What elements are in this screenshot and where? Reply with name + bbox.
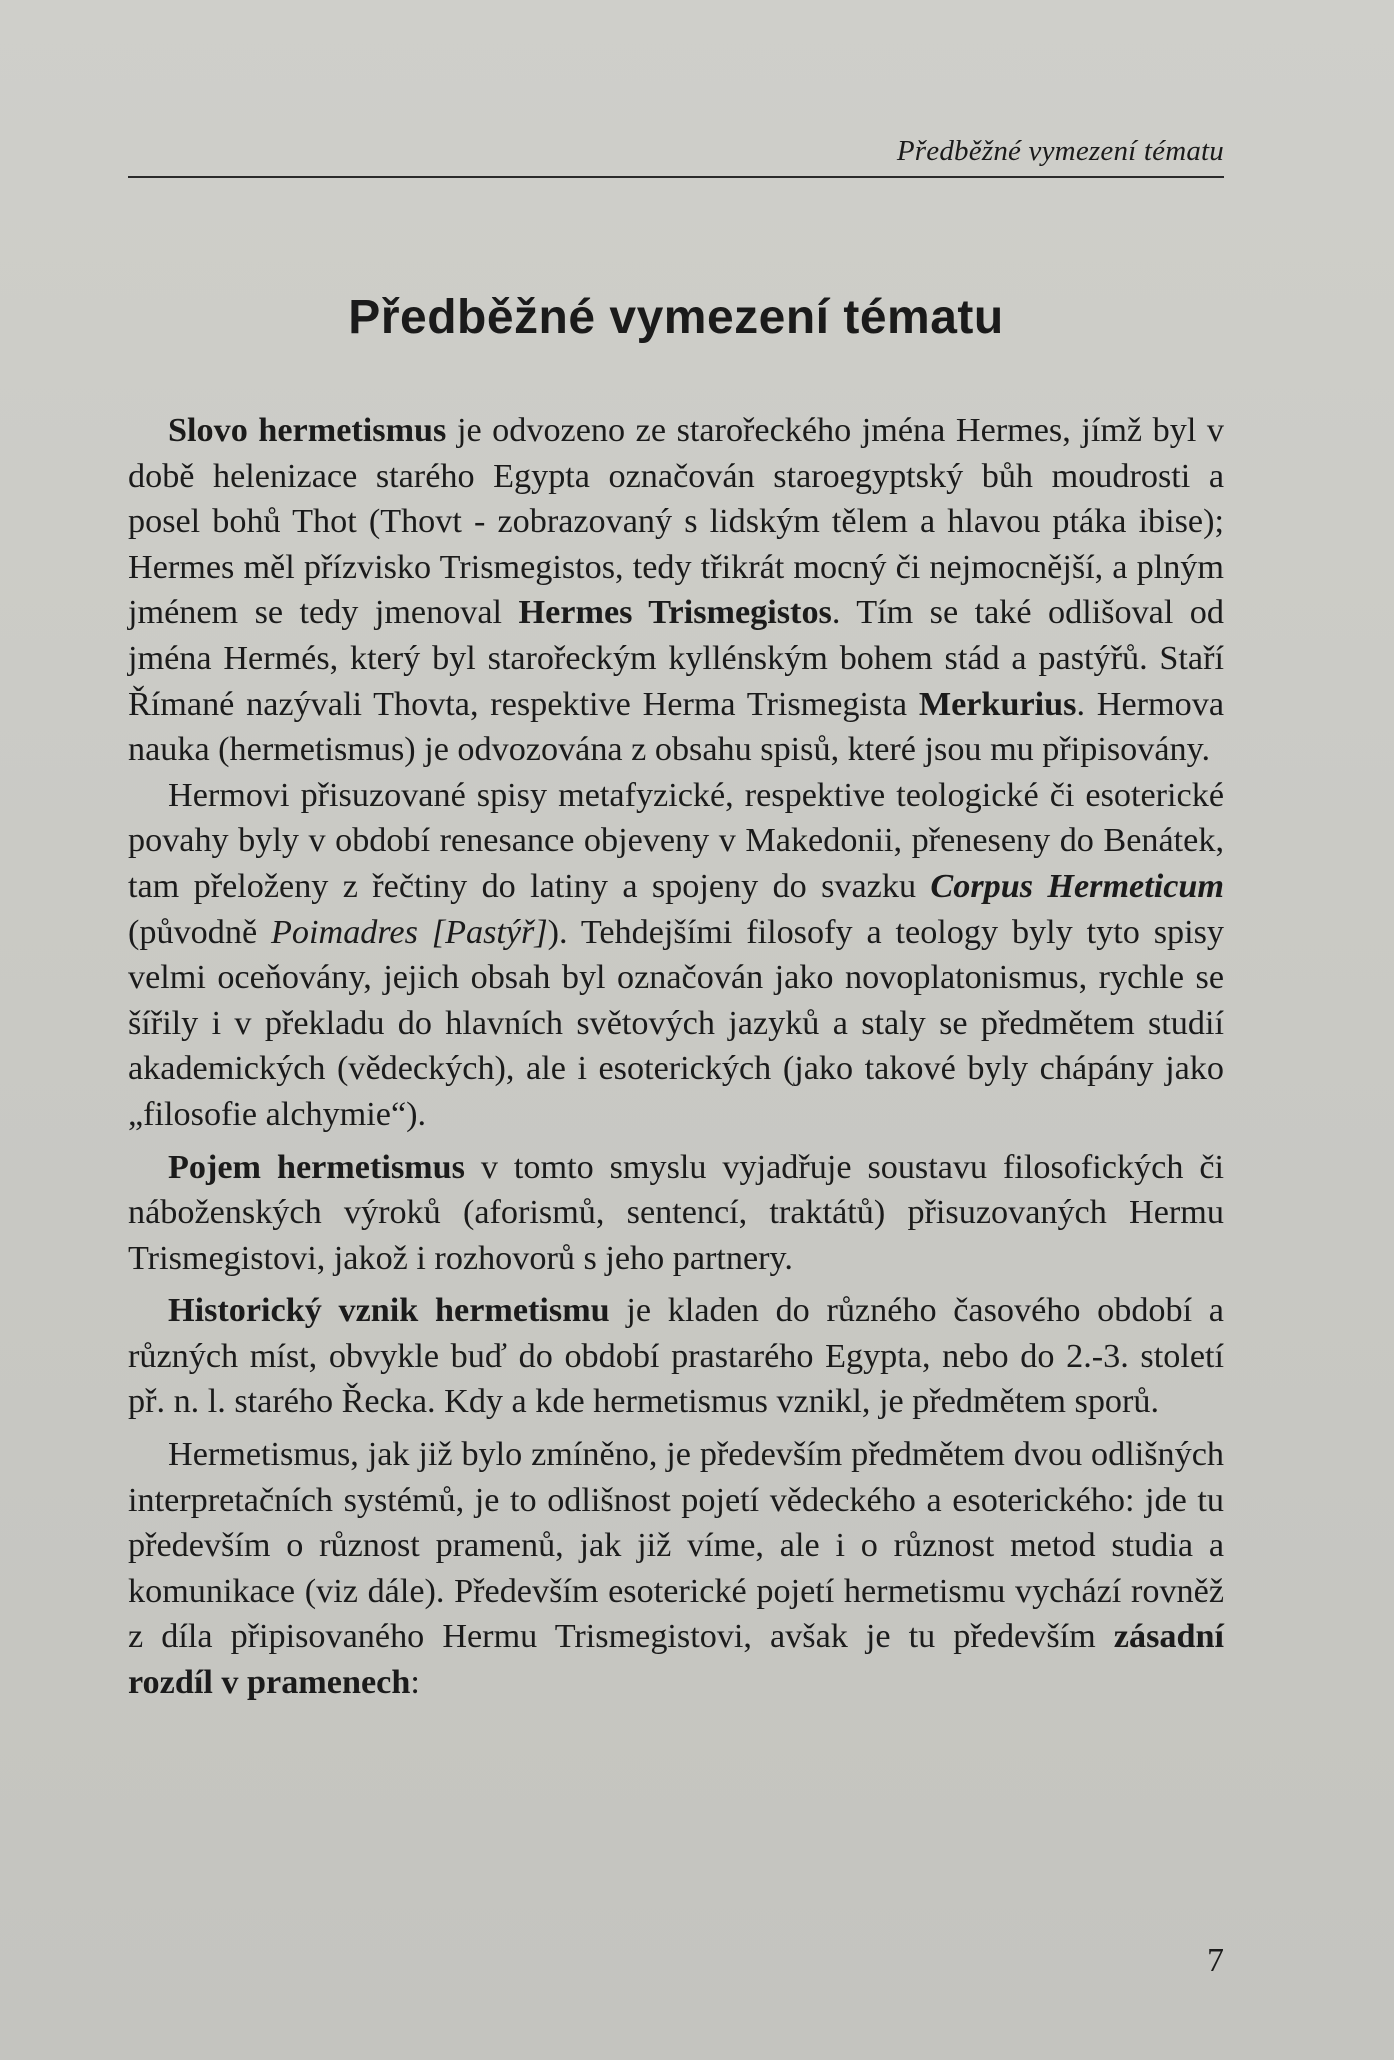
bold-term: Hermes Trismegistos bbox=[518, 594, 832, 632]
bold-term: Pojem hermetismus bbox=[168, 1148, 465, 1186]
paragraph-5 bbox=[128, 1432, 1224, 1706]
bold-italic-term: Corpus Hermeticum bbox=[930, 867, 1225, 905]
chapter-title: Předběžné vymezení tématu bbox=[348, 291, 1004, 344]
bold-term: Historický vznik hermetismu bbox=[168, 1292, 610, 1330]
text-run: v tomto smyslu vyjadřuje soustavu filosofických či náboženských výroků (aforismů, sentencí, traktátů) přisuzovaných Hermu Trismegistovi, jakož i rozhovorů s jeho partnery. bbox=[128, 1148, 1225, 1277]
page-number: 7 bbox=[1207, 1942, 1224, 1979]
text-run: : bbox=[410, 1664, 420, 1702]
text-run: . Hermova nauka (hermetismus) je odvozována z obsahu spisů, které jsou mu připisovány. bbox=[128, 685, 1225, 769]
text-run: (původně bbox=[128, 913, 272, 951]
paragraph-1 bbox=[128, 408, 1224, 773]
paragraph-2 bbox=[128, 773, 1224, 1138]
running-header-title: Předběžné vymezení tématu bbox=[896, 135, 1224, 167]
running-header bbox=[128, 128, 1224, 178]
text-run: Hermovi přisuzované spisy metafyzické, respektive teologické či esoterické povahy byly v období renesance objeveny v Makedonii, přeneseny do Benátek, tam přeloženy z řečtiny do latiny a spojeny do svazku bbox=[128, 776, 1224, 905]
bold-term: Slovo hermetismus bbox=[168, 412, 447, 449]
bold-term: zásadní rozdíl v pramenech bbox=[128, 1618, 1224, 1702]
paragraph-3 bbox=[128, 1145, 1224, 1282]
text-run: je odvozeno ze starořeckého jména Hermes, jímž byl v době helenizace starého Egypta označován staroegyptský bůh moudrosti a posel bohů Thot (Thovt - zobrazovaný s lidským tělem a hlavou ptáka ibise); Hermes měl přízvisko Trismegistos, tedy třikrát mocný či nejmocnější, a plným jménem se tedy jmenoval bbox=[128, 412, 1225, 632]
text-run: ). Tehdejšími filosofy a teology byly tyto spisy velmi oceňovány, jejich obsah byl označován jako novoplatonismus, rychle se šířily i v překladu do hlavních světových jazyků a staly se předmětem studií akademických (vědeckých), ale i esoterických (jako takové byly chápány jako „filosofie alchymie“). bbox=[128, 913, 1225, 1133]
body-text bbox=[128, 408, 1224, 1706]
text-run: . Tím se také odlišoval od jména Hermés, který byl starořeckým kyllénským bohem stád a pastýřů. Staří Římané nazývali Thovta, respektive Herma Trismegista bbox=[128, 594, 1224, 723]
italic-term: Poimadres [Pastýř] bbox=[271, 913, 548, 951]
bold-term: Merkurius bbox=[918, 685, 1077, 723]
text-run: je kladen do různého časového období a různých míst, obvykle buď do období prastarého Egypta, nebo do 2.-3. století př. n. l. starého Řecka. Kdy a kde hermetismus vznikl, je předmětem sporů. bbox=[128, 1292, 1224, 1421]
paragraph-4 bbox=[128, 1288, 1224, 1425]
text-run: Hermetismus, jak již bylo zmíněno, je především předmětem dvou odlišných interpretačních systémů, je to odlišnost pojetí vědeckého a esoterického: jde tu především o různost pramenů, jak již víme, ale i o různost metod studia a komunikace (viz dále). Především esoterické pojetí hermetismu vychází rovněž z díla připisovaného Hermu Trismegistovi, avšak je tu především bbox=[128, 1436, 1224, 1656]
